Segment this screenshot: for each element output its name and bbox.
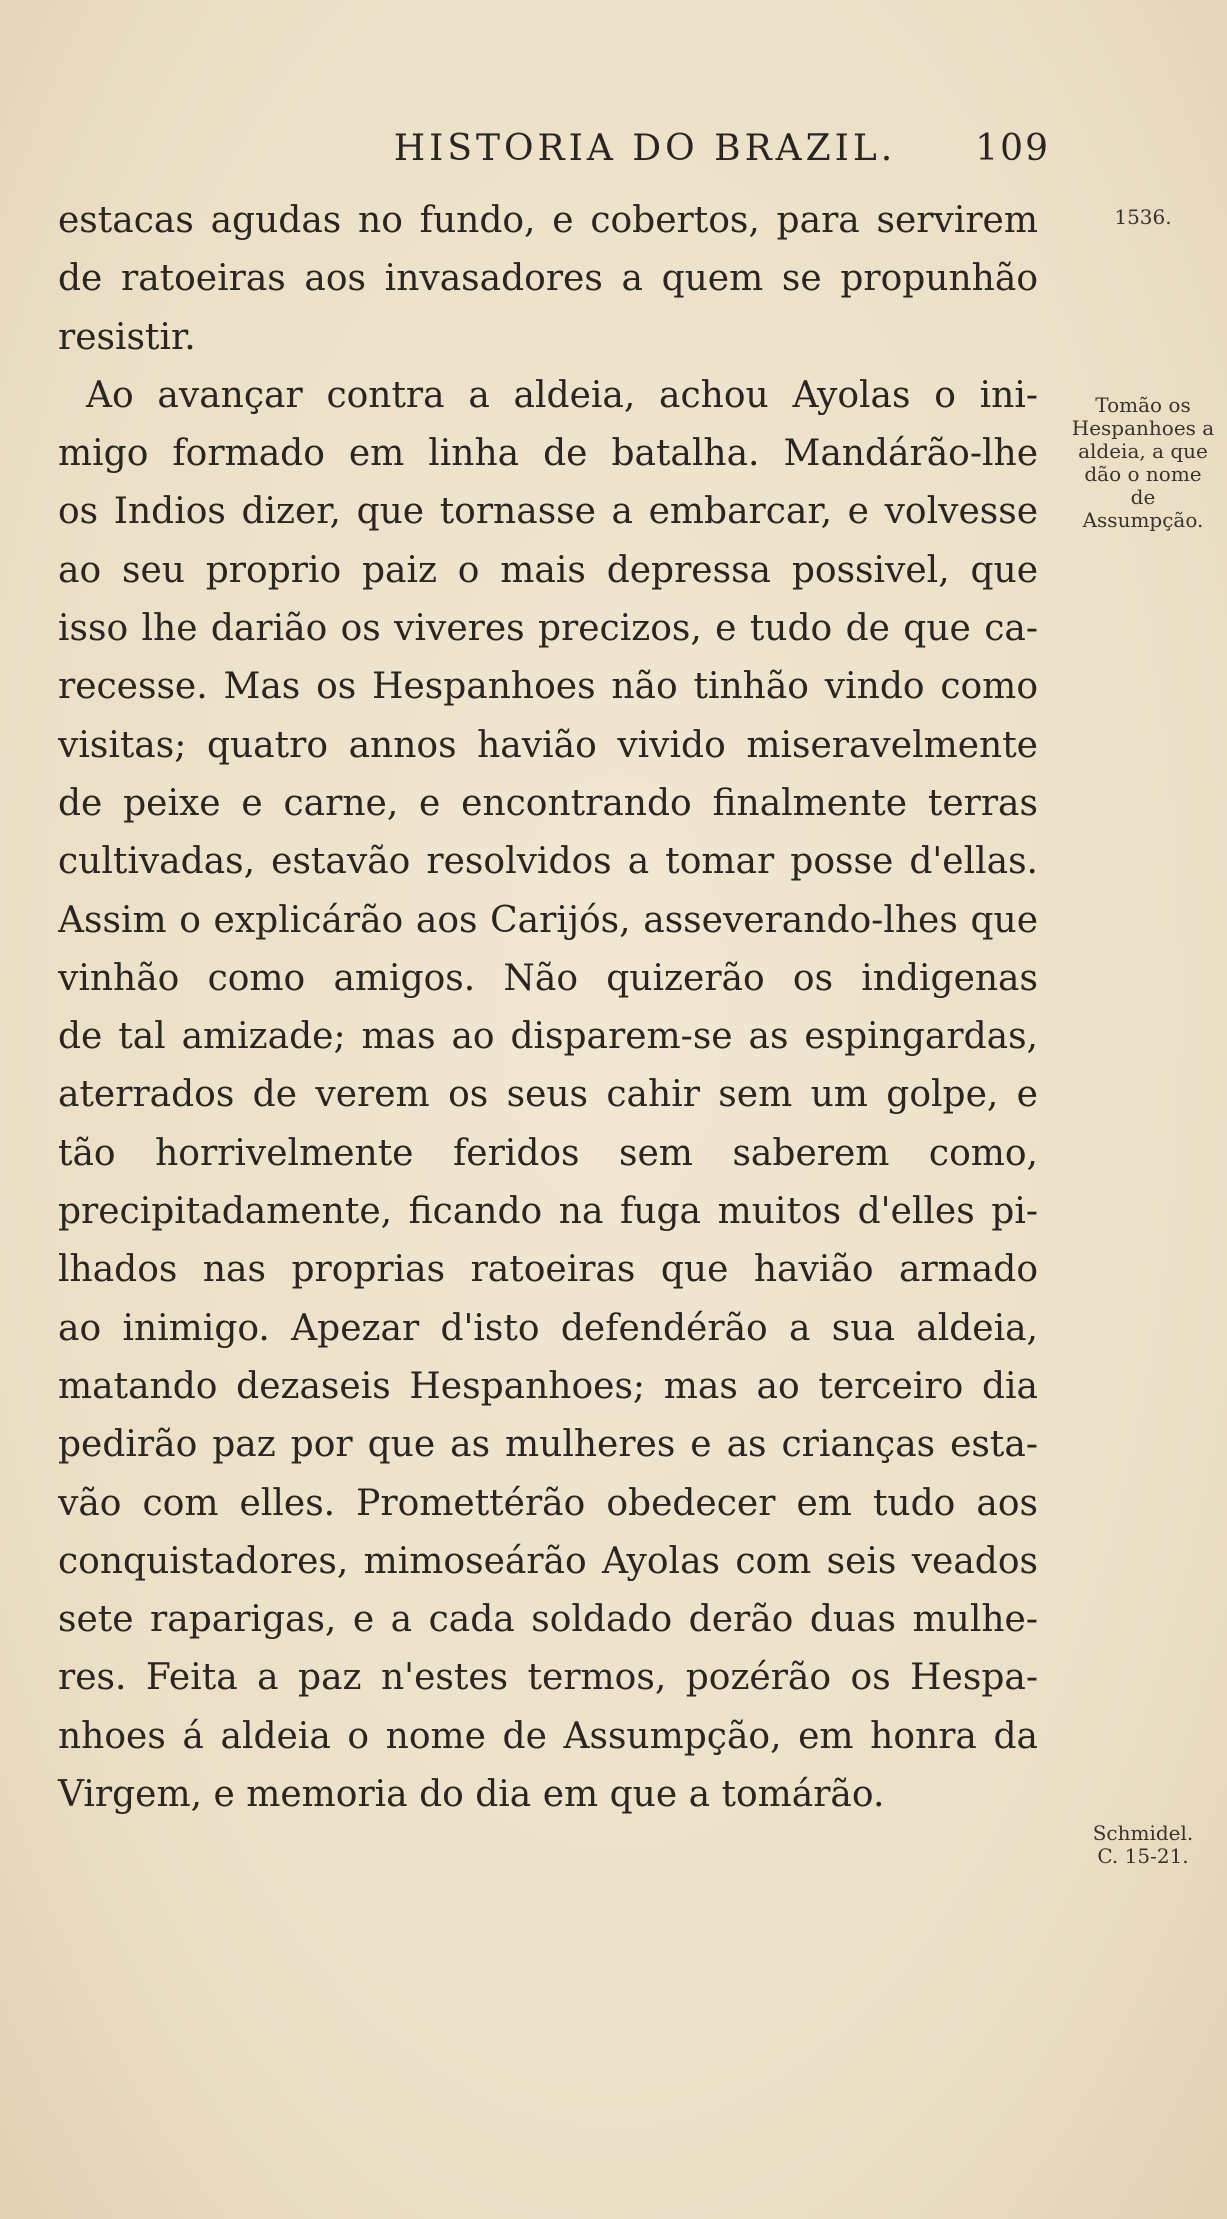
text-line: Assim o explicárão aos Carijós, asseverando-lhes que [58, 899, 1038, 941]
text-line: vinhão como amigos. Não quizerão os indigenas [58, 957, 1038, 999]
margin-note-line: C. 15-21. [1097, 1844, 1189, 1868]
running-header [60, 128, 1050, 169]
text-line: nhoes á aldeia o nome de Assumpção, em honra da [58, 1715, 1038, 1757]
margin-note-source [1068, 1822, 1218, 1868]
text-line: de ratoeiras aos invasadores a quem se propunhão [58, 258, 1038, 300]
text-line: os Indios dizer, que tornasse a embarcar, e volvesse [58, 491, 1038, 533]
running-title: HISTORIA DO BRAZIL. [393, 128, 897, 169]
text-line: precipitadamente, ficando na fuga muitos d'elles pi- [58, 1191, 1038, 1233]
text-line: de peixe e carne, e encontrando finalmente terras [58, 782, 1038, 824]
page-number: 109 [975, 128, 1050, 169]
text-line: de tal amizade; mas ao disparem-se as espingardas, [58, 1016, 1038, 1058]
text-line: aterrados de verem os seus cahir sem um golpe, e [58, 1074, 1038, 1116]
margin-note-line: aldeia, a que [1078, 439, 1208, 463]
text-line: visitas; quatro annos havião vivido miseravelmente [58, 724, 1038, 766]
text-line: matando dezaseis Hespanhoes; mas ao terceiro dia [58, 1365, 1038, 1407]
text-line: res. Feita a paz n'estes termos, pozérão os Hespa- [58, 1657, 1038, 1699]
margin-note-line: de [1130, 485, 1156, 509]
body-text [58, 192, 1038, 1824]
margin-year-text: 1536. [1114, 205, 1172, 229]
text-line: sete raparigas, e a cada soldado derão duas mulhe- [58, 1599, 1038, 1641]
text-line: ao seu proprio paiz o mais depressa possivel, que [58, 549, 1038, 591]
text-line: conquistadores, mimoseárão Ayolas com seis veados [58, 1540, 1038, 1582]
text-line: cultivadas, estavão resolvidos a tomar posse d'ellas. [58, 841, 1038, 883]
margin-note-line: Tomão os [1095, 393, 1191, 417]
text-line: vão com elles. Promettérão obedecer em tudo aos [58, 1482, 1038, 1524]
margin-note-line: Assumpção. [1082, 508, 1204, 532]
text-line: lhados nas proprias ratoeiras que havião armado [58, 1249, 1038, 1291]
text-line: Ao avançar contra a aldeia, achou Ayolas o ini- [86, 374, 1038, 416]
text-line: pedirão paz por que as mulheres e as crianças esta- [58, 1424, 1038, 1466]
margin-note-line: dão o nome [1084, 462, 1202, 486]
text-line: tão horrivelmente feridos sem saberem como, [58, 1132, 1038, 1174]
text-line: isso lhe darião os viveres precizos, e tudo de que ca- [58, 608, 1038, 650]
margin-note-assumpcao [1068, 394, 1218, 532]
text-line: ao inimigo. Apezar d'isto defendérão a sua aldeia, [58, 1307, 1038, 1349]
margin-year [1068, 206, 1218, 229]
text-line: migo formado em linha de batalha. Mandárão-lhe [58, 433, 1038, 475]
text-line: estacas agudas no fundo, e cobertos, para servirem [58, 200, 1038, 241]
text-line: Virgem, e memoria do dia em que a tomárão. [58, 1774, 885, 1816]
margin-note-line: Hespanhoes a [1071, 416, 1215, 440]
margin-note-line: Schmidel. [1092, 1821, 1194, 1845]
text-line: recesse. Mas os Hespanhoes não tinhão vindo como [58, 666, 1038, 708]
text-line: resistir. [58, 316, 196, 358]
